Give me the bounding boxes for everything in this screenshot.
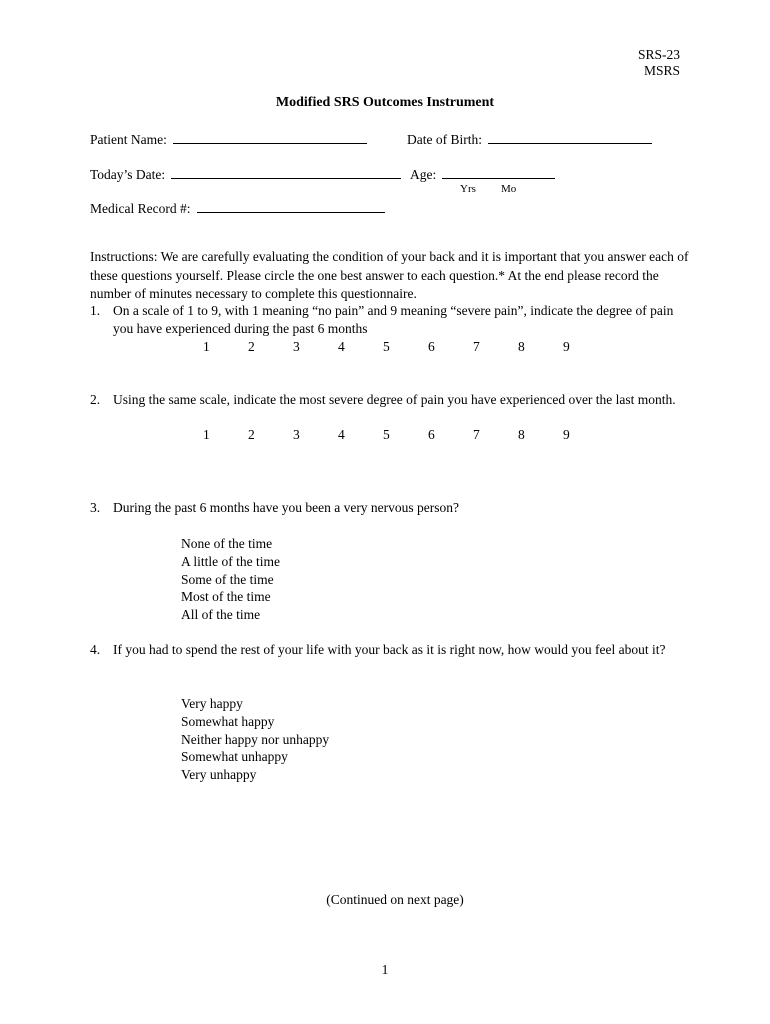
scale-option[interactable]: 3 xyxy=(293,339,300,354)
scale-option[interactable]: 6 xyxy=(428,339,435,354)
question-4-number: 4. xyxy=(90,642,101,657)
question-3-text: During the past 6 months have you been a very nervous person? xyxy=(113,500,460,515)
continued-note: (Continued on next page) xyxy=(326,892,464,907)
question-2-text: Using the same scale, indicate the most severe degree of pain you have experienced over the last month. xyxy=(113,392,676,407)
scale-option[interactable]: 7 xyxy=(473,339,480,354)
scale-option[interactable]: 9 xyxy=(563,427,570,442)
scale-option[interactable]: 5 xyxy=(383,427,390,442)
dob-row xyxy=(407,130,652,148)
question-4-options xyxy=(181,695,329,784)
dob-field[interactable] xyxy=(488,130,652,144)
age-label: Age: xyxy=(410,167,437,182)
scale-option[interactable]: 1 xyxy=(203,339,210,354)
scale-option[interactable]: 2 xyxy=(248,427,255,442)
scale-option[interactable]: 6 xyxy=(428,427,435,442)
page-number: 1 xyxy=(381,962,389,977)
question-2-scale xyxy=(203,427,608,443)
answer-option[interactable]: A little of the time xyxy=(181,553,280,569)
scale-option[interactable]: 4 xyxy=(338,339,345,354)
patient-name-field[interactable] xyxy=(173,130,367,144)
age-months-label: Mo xyxy=(501,183,517,195)
answer-option[interactable]: None of the time xyxy=(181,536,273,551)
document-code-block xyxy=(638,47,680,79)
question-3-number: 3. xyxy=(90,500,101,515)
instructions-text: Instructions: We are carefully evaluating the condition of your back and it is important that you answer each of these questions yourself. Please circle the one best answer to each question.* At the end please record the number of minutes necessary to complete this questionnaire. xyxy=(90,249,689,301)
dob-label: Date of Birth: xyxy=(407,132,482,147)
todays-date-field[interactable] xyxy=(171,165,401,179)
scale-option[interactable]: 3 xyxy=(293,427,300,442)
todays-date-label: Today’s Date: xyxy=(90,167,166,182)
question-3-options xyxy=(181,535,280,624)
patient-name-row xyxy=(90,130,367,148)
answer-option[interactable]: Most of the time xyxy=(181,589,271,605)
answer-option[interactable]: Very unhappy xyxy=(181,767,257,783)
medical-record-row xyxy=(90,199,385,217)
document-code-msrs: MSRS xyxy=(643,63,680,78)
question-2-number: 2. xyxy=(90,392,101,407)
medical-record-label: Medical Record #: xyxy=(90,201,191,216)
scale-option[interactable]: 7 xyxy=(473,427,480,442)
scale-option[interactable]: 5 xyxy=(383,339,390,354)
question-1-number: 1. xyxy=(90,303,101,318)
question-1-scale xyxy=(203,339,608,355)
age-years-label: Yrs xyxy=(460,183,476,195)
medical-record-field[interactable] xyxy=(197,199,385,213)
scale-option[interactable]: 8 xyxy=(518,339,525,354)
answer-option[interactable]: Neither happy nor unhappy xyxy=(181,731,330,747)
question-4-text: If you had to spend the rest of your life with your back as it is right now, how would you feel about it? xyxy=(113,642,666,657)
scale-option[interactable]: 8 xyxy=(518,427,525,442)
scale-option[interactable]: 9 xyxy=(563,339,570,354)
scale-option[interactable]: 1 xyxy=(203,427,210,442)
answer-option[interactable]: Somewhat happy xyxy=(181,713,275,729)
scale-option[interactable]: 2 xyxy=(248,339,255,354)
patient-name-label: Patient Name: xyxy=(90,132,167,147)
todays-date-row xyxy=(90,165,401,183)
answer-option[interactable]: Somewhat unhappy xyxy=(181,749,288,765)
scale-option[interactable]: 4 xyxy=(338,427,345,442)
form-title: Modified SRS Outcomes Instrument xyxy=(275,95,495,110)
document-code-srs: SRS-23 xyxy=(637,47,680,62)
age-row xyxy=(410,165,555,183)
answer-option[interactable]: Very happy xyxy=(181,696,243,711)
question-1-text: On a scale of 1 to 9, with 1 meaning “no pain” and 9 meaning “severe pain”, indicate the degree of pain you have experienced during the past 6 months xyxy=(113,303,674,336)
answer-option[interactable]: Some of the time xyxy=(181,571,274,587)
answer-option[interactable]: All of the time xyxy=(181,607,261,623)
age-field[interactable] xyxy=(442,165,555,179)
